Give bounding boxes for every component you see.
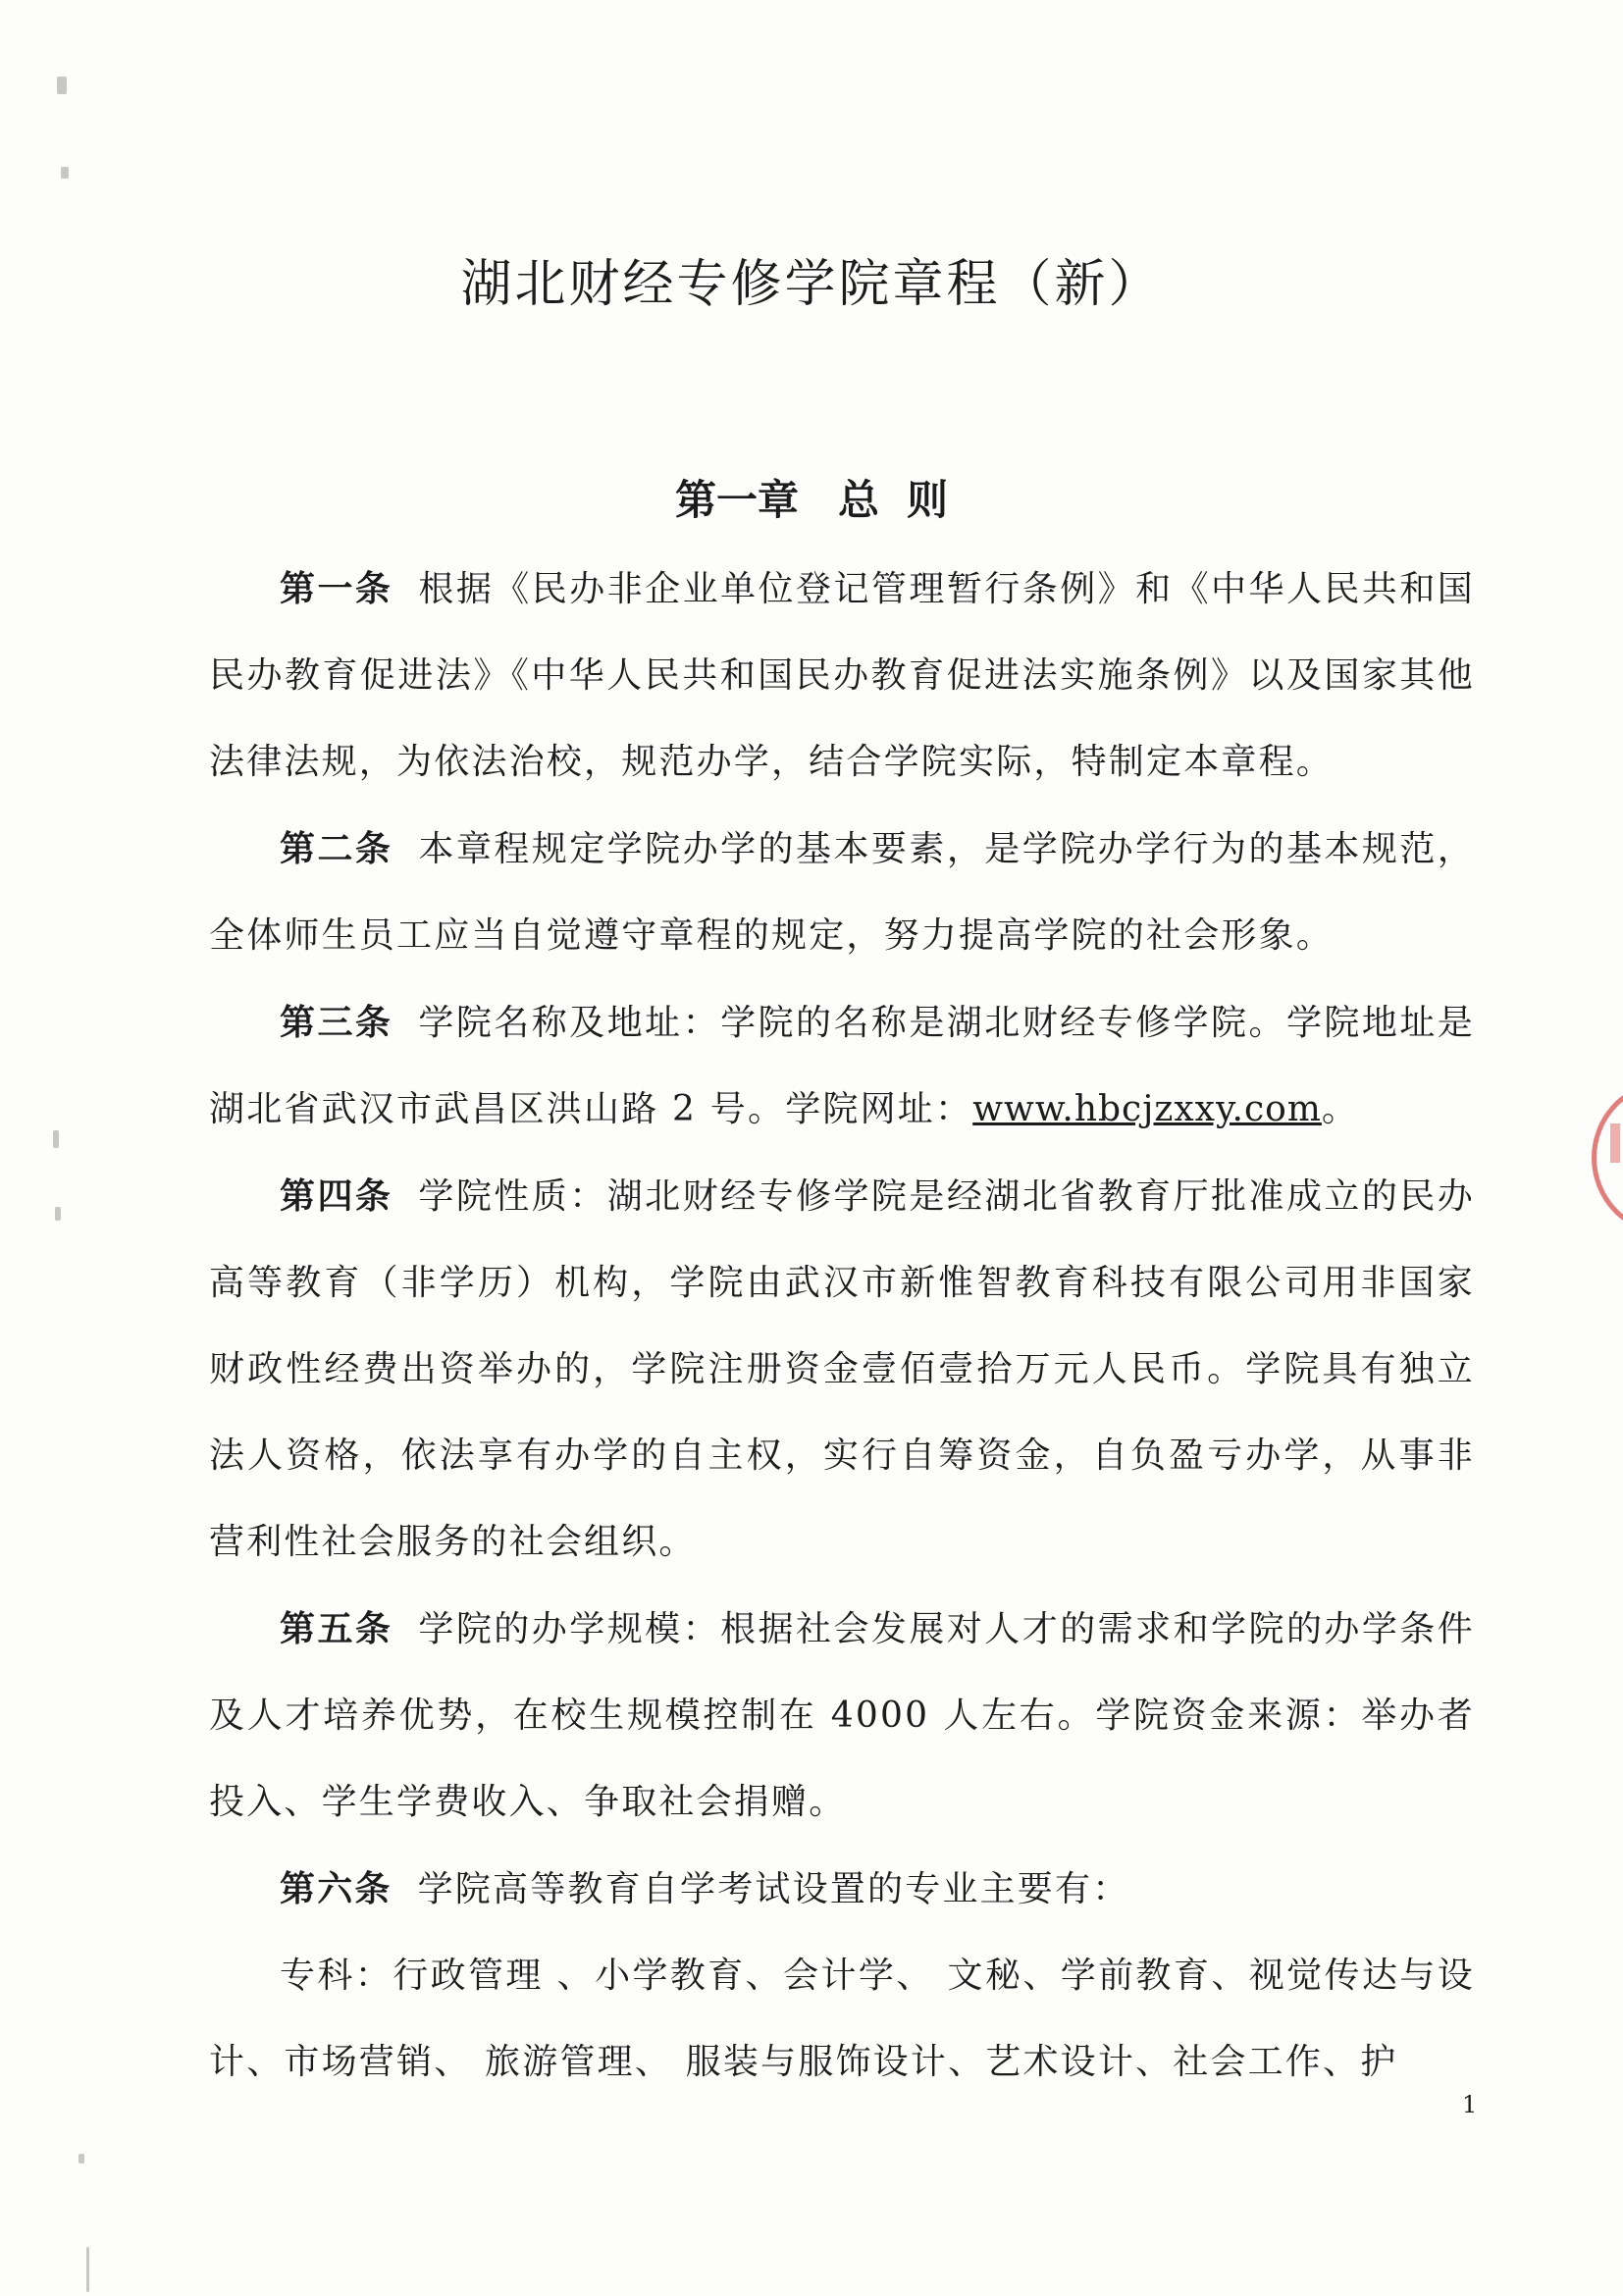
document-body xyxy=(209,546,1475,2106)
article-label: 第三条 xyxy=(280,1002,393,1043)
website-link[interactable]: www.hbcjzxxy.com xyxy=(972,1089,1322,1129)
binding-mark xyxy=(86,2247,89,2292)
chapter-title xyxy=(0,466,1623,535)
article-label: 第六条 xyxy=(280,1868,393,1909)
article-5 xyxy=(209,1586,1475,1846)
scan-speck xyxy=(79,2154,84,2164)
article-label: 第五条 xyxy=(280,1608,393,1649)
article-text: 学院名称及地址：学院的名称是湖北财经专修学院。学院地址是湖北省武汉市武昌区洪山路 2 号。学院网址： xyxy=(209,1003,1475,1129)
article-label: 第二条 xyxy=(280,828,393,869)
document-title: 湖北财经专修学院章程（新） xyxy=(460,255,1163,314)
article-text: 学院高等教育自学考试设置的专业主要有： xyxy=(417,1869,1130,1909)
article-3 xyxy=(209,979,1475,1153)
article-1 xyxy=(209,546,1475,806)
article-text-end: 。 xyxy=(1321,1089,1360,1129)
article-text: 学院的办学规模：根据社会发展对人才的需求和学院的办学条件及人才培养优势，在校生规模控制在 4000 人左右。学院资金来源：举办者投入、学生学费收入、争取社会捐赠。 xyxy=(209,1609,1475,1822)
article-text: 学院性质：湖北财经专修学院是经湖北省教育厅批准成立的民办高等教育（非学历）机构，学院由武汉市新惟智教育科技有限公司用非国家财政性经费出资举办的，学院注册资金壹佰壹拾万元人民币。学院具有独立法人资格，依法享有办学的自主权，实行自筹资金，自负盈亏办学，从事非营利性社会服务的社会组织。 xyxy=(209,1176,1475,1562)
chapter-name-part2: 则 xyxy=(907,476,949,524)
scan-speck xyxy=(57,77,67,94)
article-2 xyxy=(209,806,1475,979)
article-4 xyxy=(209,1153,1475,1586)
majors-paragraph: 专科：行政管理 、小学教育、会计学、 文秘、学前教育、视觉传达与设计、市场营销、 旅游管理、 服装与服饰设计、艺术设计、社会工作、护 xyxy=(209,1956,1475,2082)
article-6 xyxy=(209,1846,1475,1933)
article-text: 根据《民办非企业单位登记管理暂行条例》和《中华人民共和国民办教育促进法》《中华人民共和国民办教育促进法实施条例》以及国家其他法律法规，为依法治校，规范办学，结合学院实际，特制定本章程。 xyxy=(209,569,1475,782)
chapter-number: 第一章 xyxy=(674,476,799,524)
chapter-name-part1: 总 xyxy=(837,476,879,524)
page-number: 1 xyxy=(1462,2091,1478,2118)
scan-speck xyxy=(61,167,69,179)
scan-speck xyxy=(55,1207,61,1221)
article-text: 本章程规定学院办学的基本要素，是学院办学行为的基本规范，全体师生员工应当自觉遵守章程的规定，努力提高学院的社会形象。 xyxy=(209,829,1475,956)
red-seal-stamp xyxy=(1592,1079,1623,1236)
scan-speck xyxy=(53,1130,59,1148)
article-label: 第一条 xyxy=(280,568,393,609)
article-label: 第四条 xyxy=(280,1175,393,1217)
